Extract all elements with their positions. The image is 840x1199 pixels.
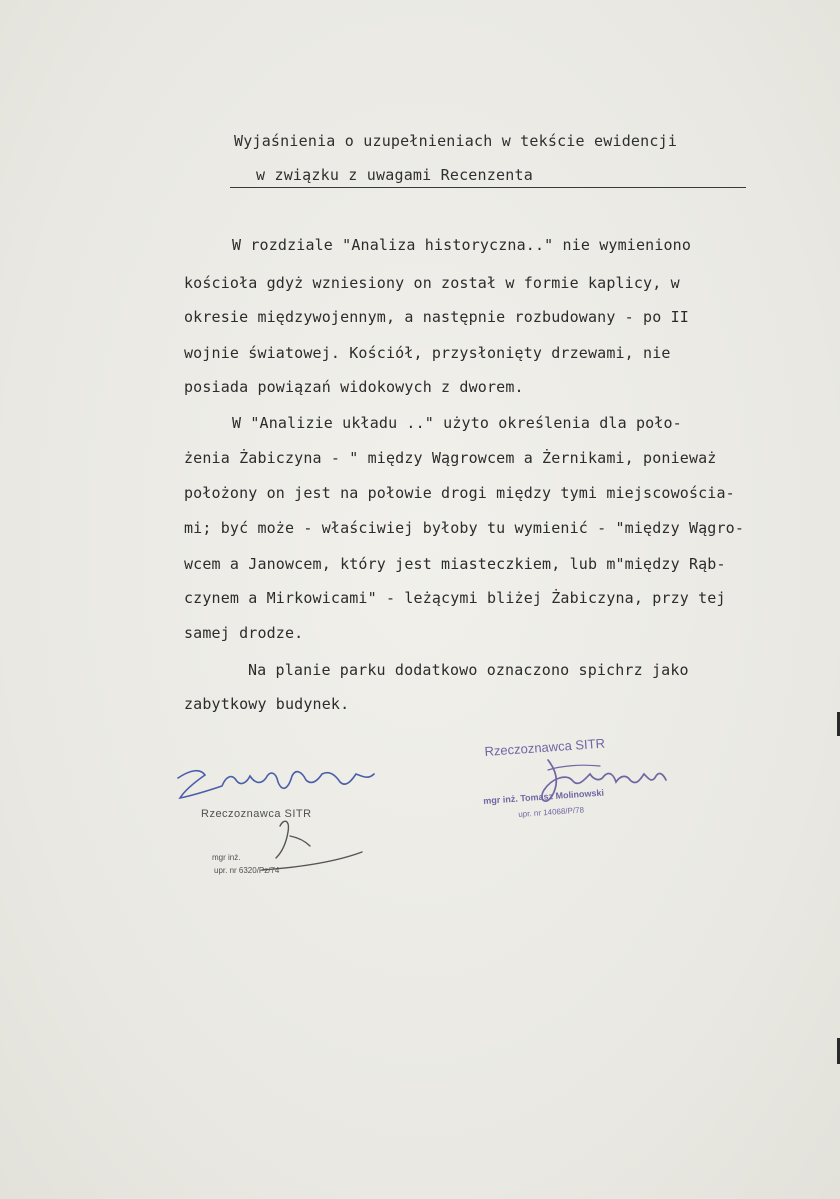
body-line-7: żenia Żabiczyna - " między Wągrowcem a Żernikami, ponieważ <box>184 449 717 467</box>
document-title-line1: Wyjaśnienia o uzupełnieniach w tekście ewidencji <box>234 132 678 150</box>
right-stamp-number: upr. nr 14068/P/78 <box>518 805 585 819</box>
title-underline <box>230 187 746 188</box>
body-line-5: posiada powiązań widokowych z dworem. <box>184 378 524 396</box>
left-stamp-name: mgr inż. <box>212 853 241 862</box>
body-line-4: wojnie światowej. Kościół, przysłonięty drzewami, nie <box>184 344 671 362</box>
body-line-6: W "Analizie układu .." użyto określenia dla poło- <box>232 414 682 432</box>
left-stamp-title: Rzeczoznawca SITR <box>201 808 312 820</box>
body-line-3: okresie międzywojennym, a następnie rozbudowany - po II <box>184 308 689 326</box>
body-line-9: mi; być może - właściwiej byłoby tu wymienić - "między Wągro- <box>184 519 745 537</box>
body-line-2: kościoła gdyż wzniesiony on został w formie kaplicy, w <box>184 274 680 292</box>
right-stamp-name: mgr inż. Tomasz Molinowski <box>483 787 605 806</box>
body-line-8: położony on jest na połowie drogi między tymi miejscowościa- <box>184 484 735 502</box>
left-stamp-number: upr. nr 6320/Pz/74 <box>214 866 280 875</box>
body-line-11: czynem a Mirkowicami" - leżącymi bliżej Żabiczyna, przy tej <box>184 589 726 607</box>
right-stamp-title: Rzeczoznawca SITR <box>484 735 606 759</box>
body-line-12: samej drodze. <box>184 624 304 642</box>
right-handwritten-signature-mark <box>0 0 1 1</box>
body-line-1: W rozdziale "Analiza historyczna.." nie wymieniono <box>232 236 692 254</box>
body-line-14: zabytkowy budynek. <box>184 695 350 713</box>
body-line-13: Na planie parku dodatkowo oznaczono spichrz jako <box>248 661 689 679</box>
body-line-10: wcem a Janowcem, który jest miasteczkiem, lub m"między Rąb- <box>184 555 726 573</box>
document-title-line2: w związku z uwagami Recenzenta <box>256 166 533 184</box>
